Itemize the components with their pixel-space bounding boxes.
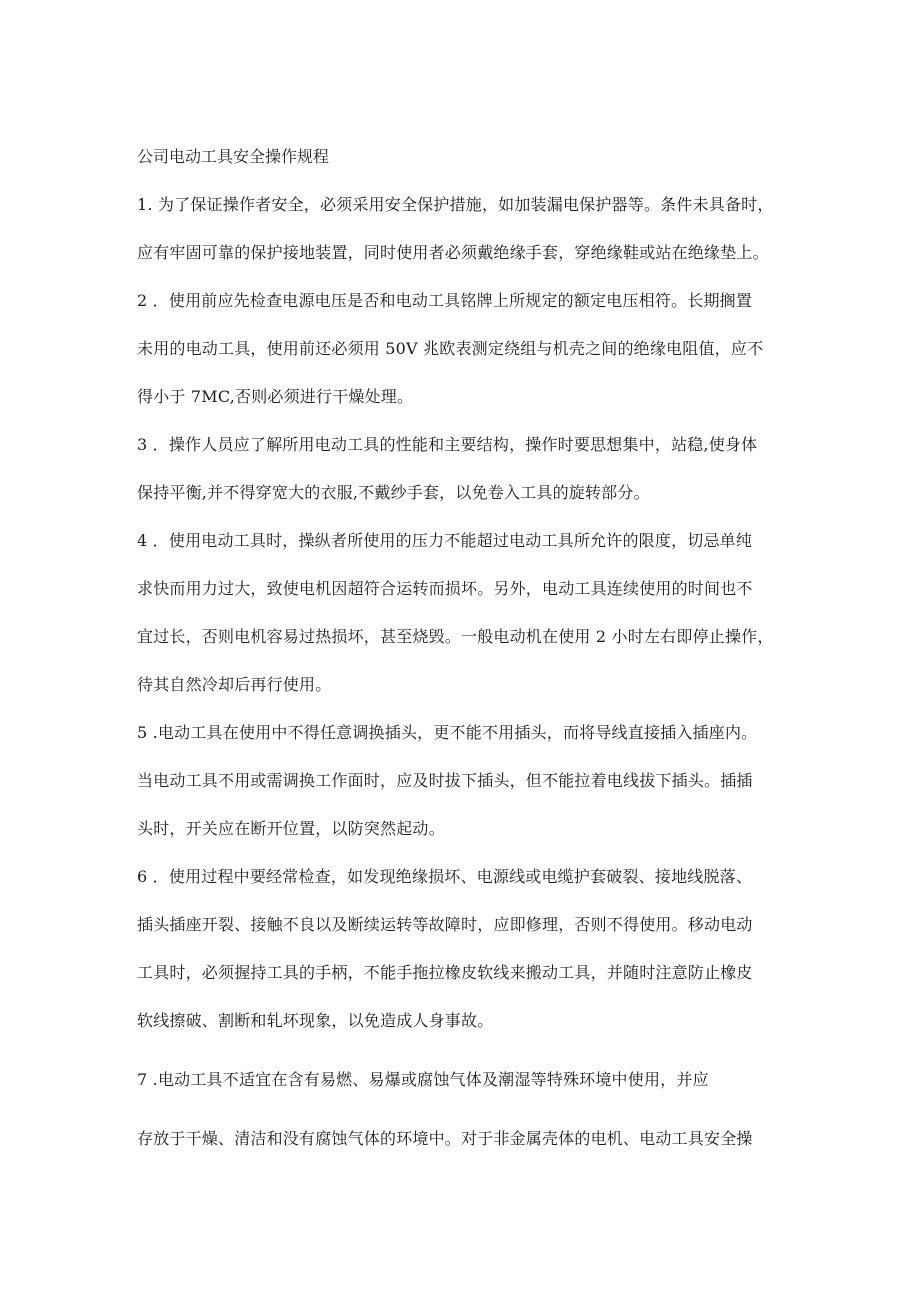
document-title: 公司电动工具安全操作规程: [137, 147, 330, 166]
text-line-3: 2 ．使用前应先检查电源电压是否和电动工具铭牌上所规定的额定电压相符。长期搁置: [137, 291, 753, 310]
text-line-7: 保持平衡,并不得穿宽大的衣服,不戴纱手套，以免卷入工具的旋转部分。: [137, 483, 650, 502]
text-line-20: 存放于干燥、清洁和没有腐蚀气体的环境中。对于非金属壳体的电机、电动工具安全操: [137, 1129, 753, 1148]
text-line-18: 软线擦破、割断和轧坏现象，以免造成人身事故。: [137, 1011, 494, 1030]
text-line-4: 未用的电动工具，使用前还必须用 50V 兆欧表测定绕组与机壳之间的绝缘电阻值，应不: [137, 339, 764, 358]
text-line-1: 1. 为了保证操作者安全，必须采用安全保护措施，如加装漏电保护器等。条件未具备时，: [137, 195, 774, 214]
text-line-16: 插头插座开裂、接触不良以及断续运转等故障时，应即修理，否则不得使用。移动电动: [137, 915, 753, 934]
text-line-10: 宜过长，否则电机容易过热损坏，甚至烧毁。一般电动机在使用 2 小时左右即停止操作，: [137, 627, 774, 646]
text-line-5: 得小于 7MC,否则必须进行干燥处理。: [137, 387, 414, 406]
text-line-9: 求快而用力过大，致使电机因超符合运转而损坏。另外，电动工具连续使用的时间也不: [137, 579, 753, 598]
text-line-11: 待其自然冷却后再行使用。: [137, 675, 332, 694]
text-line-15: 6 ．使用过程中要经常检查，如发现绝缘损坏、电源线或电缆护套破裂、接地线脱落、: [137, 867, 753, 886]
text-line-14: 头时，开关应在断开位置，以防突然起动。: [137, 819, 445, 838]
text-line-6: 3 ．操作人员应了解所用电动工具的性能和主要结构，操作时要思想集中，站稳,使身体: [137, 435, 758, 454]
text-line-2: 应有牢固可靠的保护接地装置，同时使用者必须戴绝缘手套，穿绝缘鞋或站在绝缘垫上。: [137, 243, 769, 262]
text-line-13: 当电动工具不用或需调换工作面时，应及时拔下插头，但不能拉着电线拔下插头。插插: [137, 771, 753, 790]
text-line-17: 工具时，必须握持工具的手柄，不能手拖拉橡皮软线来搬动工具，并随时注意防止橡皮: [137, 963, 753, 982]
text-line-19: 7 .电动工具不适宜在含有易燃、易爆或腐蚀气体及潮湿等特殊环境中使用，并应: [137, 1070, 709, 1089]
text-line-12: 5 .电动工具在使用中不得任意调换插头，更不能不用插头，而将导线直接插入插座内。: [137, 723, 758, 742]
text-line-8: 4 ．使用电动工具时，操纵者所使用的压力不能超过电动工具所允许的限度，切忌单纯: [137, 531, 753, 550]
